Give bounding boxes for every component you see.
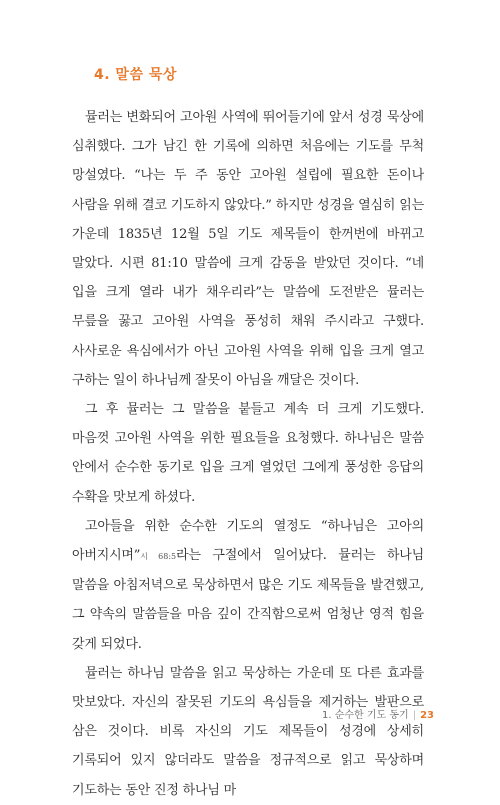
page-number: 23 — [420, 710, 434, 721]
section-title: 4. 말씀 묵상 — [94, 67, 177, 83]
page-footer — [322, 706, 434, 721]
footer-chapter-title: 1. 순수한 기도 동기 — [322, 710, 409, 721]
paragraph-3-before: 고아들을 위한 순수한 기도의 열정도 “하나님은 고아의 아버지시며” — [72, 518, 424, 564]
paragraph-1: 뮬러는 변화되어 고아원 사역에 뛰어들기에 앞서 성경 묵상에 심취했다. 그가 남긴 한 기록에 의하면 처음에는 기도를 무척 망설였다. “나는 두 주 동안 고아원 설립에 필요한 돈이나 사람을 위해 결코 기도하지 않았다.” 하지만 성경을 열심히 읽는 가운데 1835년 12월 5일 기도 제목들이 한꺼번에 바뀌고 말았다. 시편 81:10 말씀에 크게 감동을 받았던 것이다. “네 입을 크게 열라 내가 채우리라”는 말씀에 도전받은 뮬러는 무릎을 꿇고 고아원 사역을 풍성히 채워 주시라고 구했다. 사사로운 욕심에서가 아닌 고아원 사역을 위해 입을 크게 열고 구하는 일이 하나님께 잘못이 아님을 깨달은 것이다. — [72, 110, 424, 388]
paragraph-3-after: 라는 구절에서 일어났다. 뮬러는 하나님 말씀을 아침저녁으로 묵상하면서 많은 기도 제목들을 발견했고, 그 약속의 말씀들을 마음 깊이 간직함으로써 엄청난 영적 힘을 갖게 되었다. — [72, 548, 424, 652]
footer-separator: | — [412, 710, 417, 721]
paragraph-2: 그 후 뮬러는 그 말씀을 붙들고 계속 더 크게 기도했다. 마음껏 고아원 사역을 위한 필요들을 요청했다. 하나님은 말씀 안에서 순수한 동기로 입을 크게 열었던 그에게 풍성한 응답의 수확을 맛보게 하셨다. — [72, 402, 424, 505]
scripture-citation: 시 68:5 — [140, 552, 177, 562]
paragraph-4: 뮬러는 하나님 말씀을 읽고 묵상하는 가운데 또 다른 효과를 맛보았다. 자신의 잘못된 기도의 욕심들을 제거하는 발판으로 삼은 것이다. 비록 자신의 기도 제목들이 성경에 상세히 기록되어 있지 않더라도 말씀을 정규적으로 읽고 묵상하며 기도하는 동안 진정 하나님 마 — [72, 665, 424, 798]
body-text — [72, 103, 424, 805]
paragraph-3 — [72, 512, 424, 659]
